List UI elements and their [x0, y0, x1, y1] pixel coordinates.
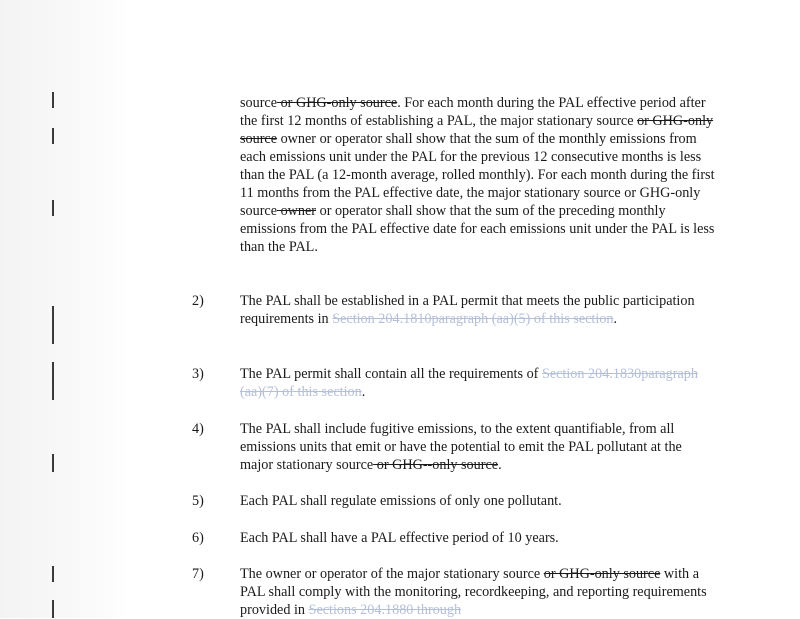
text: The PAL permit shall contain all the requirements of — [240, 366, 542, 382]
item-number-6: 6) — [192, 530, 204, 546]
item-number-2: 2) — [192, 293, 204, 309]
text: The PAL shall be established in a PAL permit that meets the public participation requirements in — [240, 293, 695, 327]
text: or operator shall show that the sum of the preceding monthly emissions from the PAL effective date for each emissions unit under the PAL is less than the PAL. — [240, 203, 715, 255]
paragraph-2 — [240, 292, 716, 328]
item-number-7: 7) — [192, 566, 204, 582]
text: owner or operator shall show that the sum of the monthly emissions from each emissions unit under the PAL for the previous 12 consecutive months is less than the PAL (a 12-month average, rolled monthly). For each month during the first 11 months from the PAL effective date, the major stationary source or GHG-only source — [240, 131, 715, 219]
change-bar — [52, 600, 54, 618]
change-bar — [52, 454, 54, 472]
deleted-text: or GHG-only source — [277, 95, 398, 111]
text: . For each month during the PAL effective period after the first 12 months of establishing a PAL, the major stationary source — [240, 95, 706, 129]
paragraph-5 — [240, 492, 716, 510]
paragraph-6 — [240, 529, 716, 547]
text: . — [613, 311, 618, 327]
cross-reference-link[interactable]: Section 204.1810paragraph (aa)(5) of this section — [332, 311, 614, 327]
item-number-5: 5) — [192, 493, 204, 509]
text: The owner or operator of the major stationary source — [240, 566, 544, 582]
text: . — [498, 457, 502, 473]
paragraph-4 — [240, 420, 716, 474]
page-margin-shade — [0, 0, 128, 618]
change-bar — [52, 362, 54, 400]
cross-reference-link[interactable]: Section 204.1830paragraph (aa)(7) of this section — [240, 366, 698, 400]
cross-reference-link[interactable]: Sections 204.1880 through — [308, 602, 462, 618]
change-bar — [52, 306, 54, 344]
deleted-text: or GHG-only source — [543, 566, 661, 582]
paragraph-3 — [240, 365, 716, 401]
item-number-4: 4) — [192, 421, 204, 437]
text: . — [361, 384, 366, 400]
deleted-text: or GHG--only source — [373, 457, 499, 473]
change-bar — [52, 200, 54, 216]
deleted-text: or GHG-only source — [240, 113, 714, 147]
text: source — [240, 95, 278, 111]
change-bar — [52, 566, 54, 582]
text: The PAL shall include fugitive emissions, to the extent quantifiable, from all emissions units that emit or have the potential to emit the PAL pollutant at the major stationary source — [240, 421, 682, 473]
item-number-3: 3) — [192, 366, 204, 382]
text: Each PAL shall regulate emissions of only one pollutant. — [240, 493, 562, 509]
paragraph-7 — [240, 565, 716, 619]
deleted-text: owner — [277, 203, 317, 219]
paragraph-1-continuation — [240, 94, 716, 256]
text: with a PAL shall comply with the monitoring, recordkeeping, and reporting requirements provided in — [240, 566, 707, 618]
text: Each PAL shall have a PAL effective period of 10 years. — [240, 530, 559, 546]
change-bar — [52, 128, 54, 144]
change-bar — [52, 92, 54, 108]
